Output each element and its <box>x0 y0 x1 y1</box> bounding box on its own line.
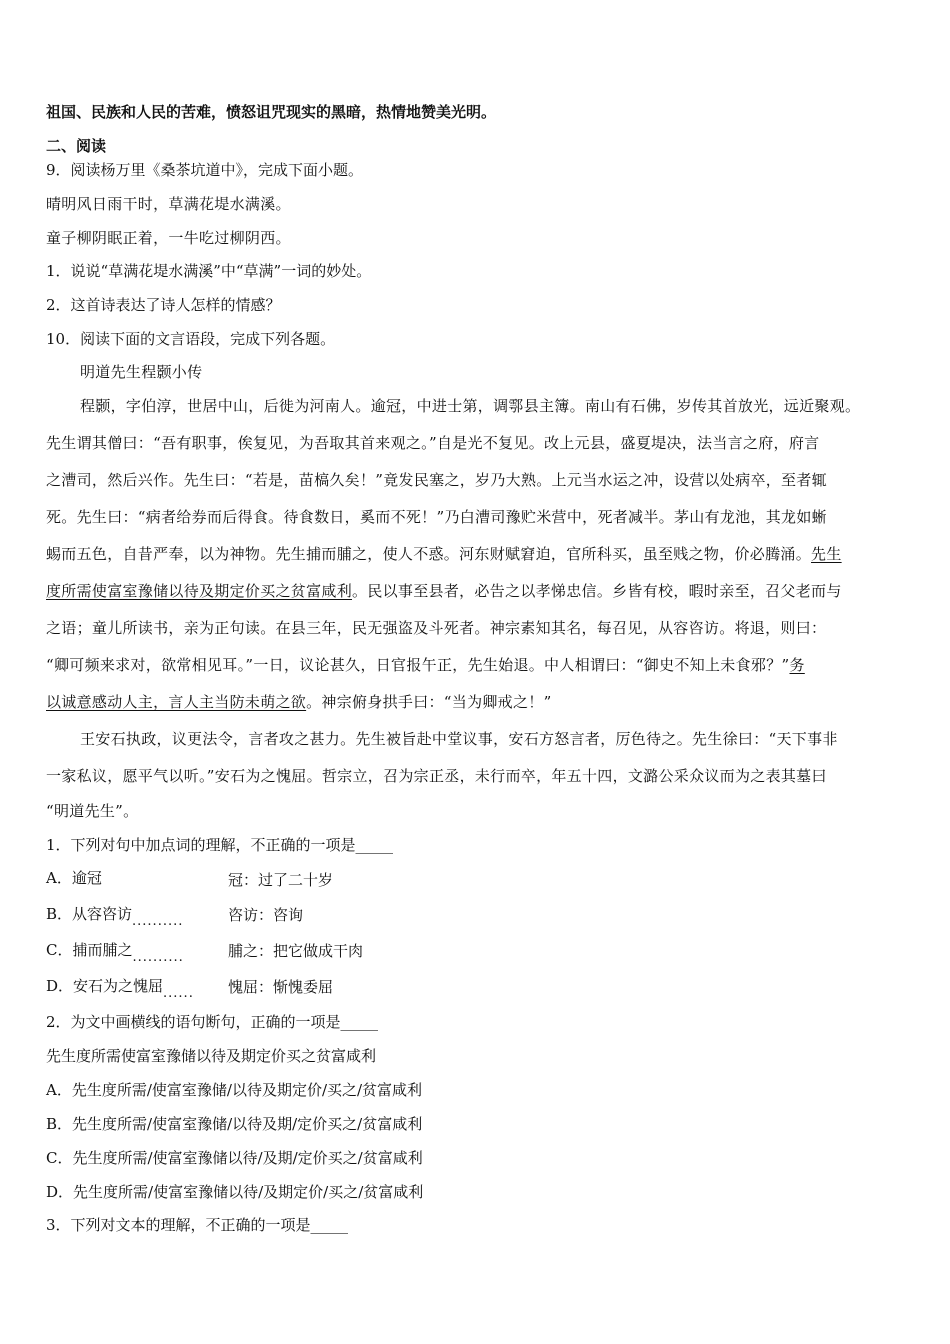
passage-line: 之语；童儿所读书，亲为正句读。在县三年，民无强盗及斗死者。神宗素知其名，每召见，从容咨访。将退，则曰： <box>46 619 827 637</box>
passage-text: 蜴而五色，自昔严奉，以为神物。先生捕而脯之，使人不惑。河东财赋窘迫，官所科买，虽至贱之物，价必腾涌。 <box>46 545 812 563</box>
passage-line <box>46 581 842 601</box>
passage-title: 明道先生程颢小传 <box>80 363 203 381</box>
intro-line: 祖国、民族和人民的苦难，愤怒诅咒现实的黑暗，热情地赞美光明。 <box>46 103 497 121</box>
passage-line: “明道先生”。 <box>46 802 139 820</box>
option-a-term: A．逾冠 <box>46 869 102 887</box>
section-title: 二、阅读 <box>46 137 107 155</box>
sub-q2-option-b: B．先生度所需/使富室豫储/以待及期/定价买之/贫富咸利 <box>46 1115 423 1133</box>
sub-q2-sentence: 先生度所需使富室豫储以待及期定价买之贫富咸利 <box>46 1047 377 1065</box>
underlined-sentence: 以诚意感动人主，言人主当防未萌之欲 <box>46 693 307 711</box>
option-c-gloss: 脯之：把它做成干肉 <box>228 942 364 960</box>
sub-q3-stem: 3．下列对文本的理解，不正确的一项是_____ <box>46 1216 349 1234</box>
option-d-gloss: 愧屈：惭愧委屈 <box>228 978 334 996</box>
passage-line: 一家私议，愿平气以听。”安石为之愧屈。哲宗立，召为宗正丞，未行而卒，年五十四，文潞公采众议而为之表其墓曰 <box>46 767 827 785</box>
passage-line: 之漕司，然后兴作。先生曰：“若是，苗槁久矣！”竟发民塞之，岁乃大熟。上元当水运之冲，设营以处病卒，至者辄 <box>46 471 827 489</box>
sub-q2-stem: 2．为文中画横线的语句断句，正确的一项是_____ <box>46 1013 379 1031</box>
underlined-sentence: 度所需使富室豫储以待及期定价买之贫富咸利 <box>46 582 353 600</box>
underlined-sentence: 先生 <box>811 545 842 563</box>
option-a-gloss: 冠：过了二十岁 <box>228 871 334 889</box>
passage-line: 程颢，字伯淳，世居中山，后徙为河南人。逾冠，中进士第，调鄠县主簿。南山有石佛，岁传其首放光，远近聚观。 <box>80 397 861 415</box>
sub-q1-stem: 1．下列对句中加点词的理解，不正确的一项是_____ <box>46 836 394 854</box>
option-c-term: C．捕而脯之.......... <box>46 941 184 965</box>
passage-line: 王安石执政，议更法令，言者攻之甚力。先生被旨赴中堂议事，安石方怒言者，厉色待之。先生徐曰：“天下事非 <box>80 730 838 748</box>
option-b-gloss: 咨访：咨询 <box>228 906 304 924</box>
sub-q2-option-a: A．先生度所需/使富室豫储/以待及期定价/买之/贫富咸利 <box>46 1081 423 1099</box>
passage-line: 先生谓其僧曰：“吾有职事，俟复见，为吾取其首来观之。”自是光不复见。改上元县，盛夏堤决，法当言之府，府言 <box>46 434 820 452</box>
q10-heading: 10．阅读下面的文言语段，完成下列各题。 <box>46 330 336 348</box>
passage-line <box>46 544 842 564</box>
passage-line: 死。先生曰：“病者给券而后得食。待食数日，奚而不死！”乃白漕司豫贮米营中，死者减半。茅山有龙池，其龙如蜥 <box>46 508 827 526</box>
passage-text: “卿可频来求对，欲常相见耳。”一日，议论甚久，日官报午正，先生始退。中人相谓曰：“御史不知上未食邪？” <box>46 656 790 674</box>
q9-heading: 9．阅读杨万里《桑茶坑道中》，完成下面小题。 <box>46 161 364 179</box>
passage-line <box>46 692 552 712</box>
passage-text: 。神宗俯身拱手曰：“当为卿戒之！” <box>306 693 552 711</box>
poem-line-1: 晴明风日雨干时，草满花堤水满溪。 <box>46 195 291 213</box>
sub-q2-option-d: D．先生度所需/使富室豫储以待/及期定价/买之/贫富咸利 <box>46 1183 424 1201</box>
underlined-sentence: 务 <box>789 656 805 674</box>
poem-line-2: 童子柳阴眠正着，一牛吃过柳阴西。 <box>46 229 291 247</box>
passage-text: 。民以事至县者，必告之以孝悌忠信。乡皆有校，暇时亲至，召父老而与 <box>352 582 842 600</box>
option-b-term: B．从容咨访.......... <box>46 905 184 929</box>
passage-line <box>46 655 805 675</box>
option-d-term: D．安石为之愧屈...... <box>46 977 194 1001</box>
q9-sub1: 1．说说“草满花堤水满溪”中“草满”一词的妙处。 <box>46 262 372 280</box>
q9-sub2: 2．这首诗表达了诗人怎样的情感？ <box>46 296 281 314</box>
sub-q2-option-c: C．先生度所需/使富室豫储以待/及期/定价买之/贫富咸利 <box>46 1149 423 1167</box>
